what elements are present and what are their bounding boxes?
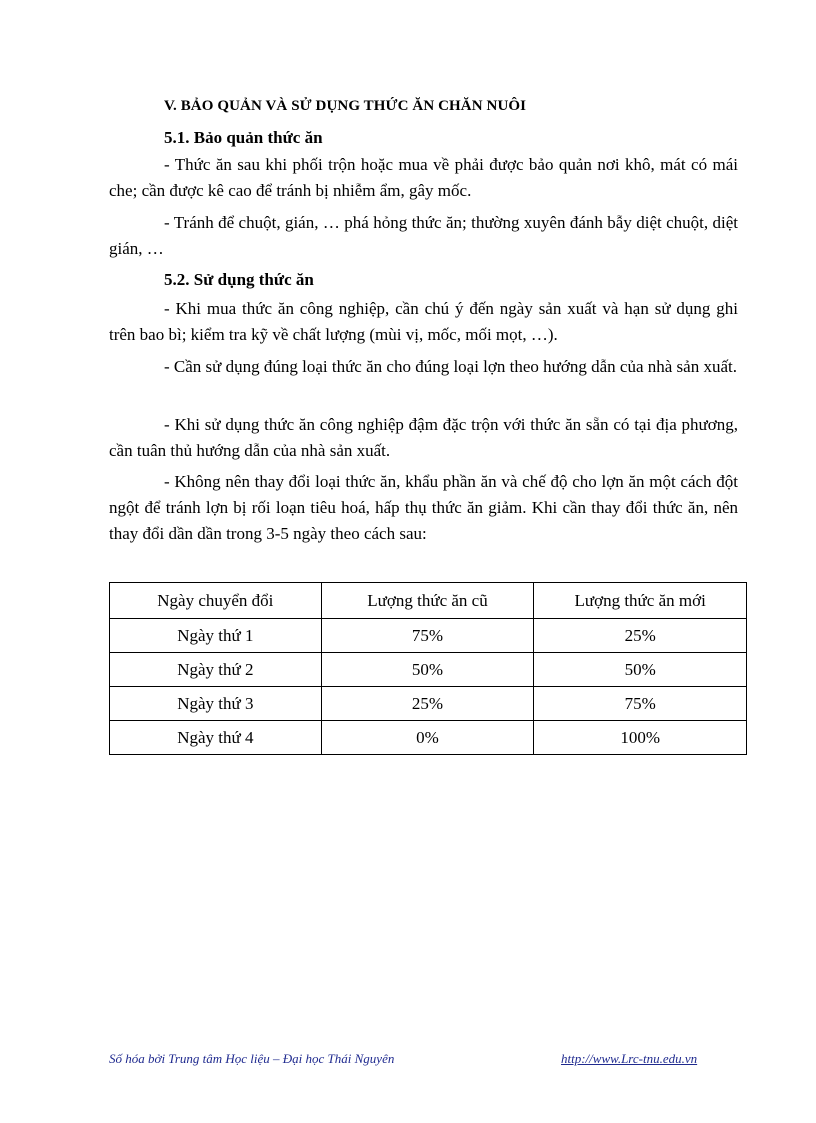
table-header-cell: Lượng thức ăn cũ <box>321 583 534 619</box>
subsection-title-usage: 5.2. Sử dụng thức ăn <box>164 270 314 289</box>
table-cell: Ngày thứ 4 <box>110 721 322 755</box>
table-cell: Ngày thứ 1 <box>110 619 322 653</box>
paragraph-usage-2: - Cần sử dụng đúng loại thức ăn cho đúng loại lợn theo hướng dẫn của nhà sản xuất. <box>164 357 737 376</box>
table-cell: 50% <box>321 653 534 687</box>
table-header-row <box>110 583 747 619</box>
table-row <box>110 687 747 721</box>
table-cell: 50% <box>534 653 747 687</box>
paragraph-storage-1: - Thức ăn sau khi phối trộn hoặc mua về phải được bảo quản nơi khô, mát có mái che; cần được kê cao để tránh bị nhiễm ẩm, gây mốc. <box>109 155 738 200</box>
table-cell: 25% <box>321 687 534 721</box>
table-row <box>110 653 747 687</box>
table-cell: 75% <box>321 619 534 653</box>
paragraph-usage-4: - Không nên thay đổi loại thức ăn, khẩu phần ăn và chế độ cho lợn ăn một cách đột ngột để tránh lợn bị rối loạn tiêu hoá, hấp thụ thức ăn giảm. Khi cần thay đổi thức ăn, nên thay đổi dần dần trong 3-5 ngày theo cách sau: <box>109 472 738 543</box>
table-cell: 0% <box>321 721 534 755</box>
table-row <box>110 721 747 755</box>
table-header-cell: Ngày chuyển đổi <box>110 583 322 619</box>
table-cell: 100% <box>534 721 747 755</box>
paragraph-usage-3: - Khi sử dụng thức ăn công nghiệp đậm đặc trộn với thức ăn sẵn có tại địa phương, cần tuân thủ hướng dẫn của nhà sản xuất. <box>109 415 738 460</box>
footer-link[interactable]: http://www.Lrc-tnu.edu.vn <box>561 1051 698 1066</box>
feed-conversion-table <box>109 582 747 755</box>
subsection-title-storage: 5.1. Bảo quản thức ăn <box>164 128 323 147</box>
footer-credit: Số hóa bởi Trung tâm Học liệu – Đại học Thái Nguyên <box>109 1051 395 1066</box>
table-cell: 25% <box>534 619 747 653</box>
table-cell: Ngày thứ 2 <box>110 653 322 687</box>
paragraph-storage-2: - Tránh để chuột, gián, … phá hỏng thức ăn; thường xuyên đánh bẫy diệt chuột, diệt gián, … <box>109 213 738 258</box>
section-title: V. BẢO QUẢN VÀ SỬ DỤNG THỨC ĂN CHĂN NUÔI <box>164 98 527 114</box>
table-header-cell: Lượng thức ăn mới <box>534 583 747 619</box>
table-cell: 75% <box>534 687 747 721</box>
paragraph-usage-1: - Khi mua thức ăn công nghiệp, cần chú ý đến ngày sản xuất và hạn sử dụng ghi trên bao bì; kiểm tra kỹ về chất lượng (mùi vị, mốc, mối mọt, …). <box>109 299 738 344</box>
table-row <box>110 619 747 653</box>
table-cell: Ngày thứ 3 <box>110 687 322 721</box>
